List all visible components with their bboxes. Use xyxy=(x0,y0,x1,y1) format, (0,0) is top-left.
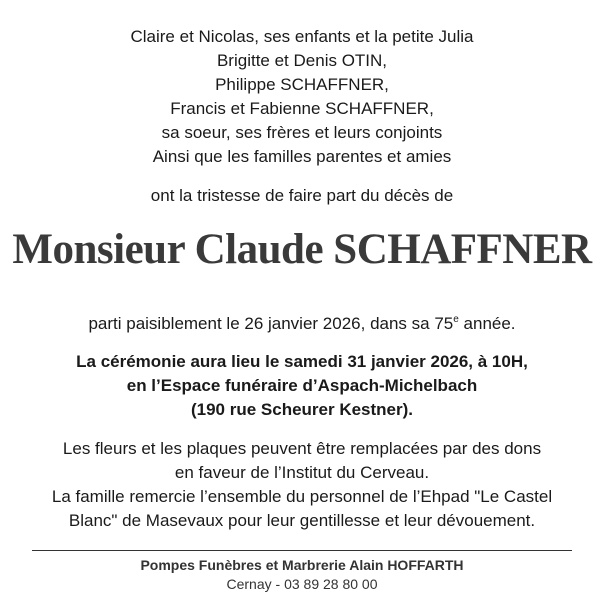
passing-text: parti paisiblement le 26 janvier 2026, dans sa 75 xyxy=(88,314,454,333)
family-line: Ainsi que les familles parentes et amies xyxy=(152,147,452,166)
deceased-name: Monsieur Claude SCHAFFNER xyxy=(12,226,592,273)
ordinal-superscript: e xyxy=(453,314,459,325)
passing-date-line xyxy=(0,312,604,336)
funeral-home-name: Pompes Funèbres et Marbrerie Alain HOFFARTH xyxy=(140,557,464,573)
thanks-line: Blanc" de Masevaux pour leur gentillesse et leur dévouement. xyxy=(68,511,536,530)
flowers-and-thanks xyxy=(0,437,604,533)
family-line: sa soeur, ses frères et leurs conjoints xyxy=(161,123,443,142)
family-line: Philippe SCHAFFNER, xyxy=(215,75,389,94)
ceremony-line: en l’Espace funéraire d’Aspach-Michelbach xyxy=(126,376,478,395)
flowers-line: en faveur de l’Institut du Cerveau. xyxy=(174,463,430,482)
family-line: Brigitte et Denis OTIN, xyxy=(216,51,388,70)
funeral-home-contact: Cernay - 03 89 28 80 00 xyxy=(226,576,378,592)
ceremony-details xyxy=(0,350,604,422)
ceremony-line: (190 rue Scheurer Kestner). xyxy=(190,400,414,419)
passing-text-end: année. xyxy=(458,314,516,333)
announcement-intro: ont la tristesse de faire part du décès de xyxy=(150,186,454,205)
family-line: Francis et Fabienne SCHAFFNER, xyxy=(170,99,434,118)
thanks-line: La famille remercie l’ensemble du personnel de l’Ehpad "Le Castel xyxy=(51,487,553,506)
footer-divider xyxy=(32,550,572,551)
family-list xyxy=(0,25,604,169)
ceremony-line: La cérémonie aura lieu le samedi 31 janvier 2026, à 10H, xyxy=(76,352,528,371)
flowers-line: Les fleurs et les plaques peuvent être remplacées par des dons xyxy=(62,439,542,458)
family-line: Claire et Nicolas, ses enfants et la petite Julia xyxy=(130,27,474,46)
